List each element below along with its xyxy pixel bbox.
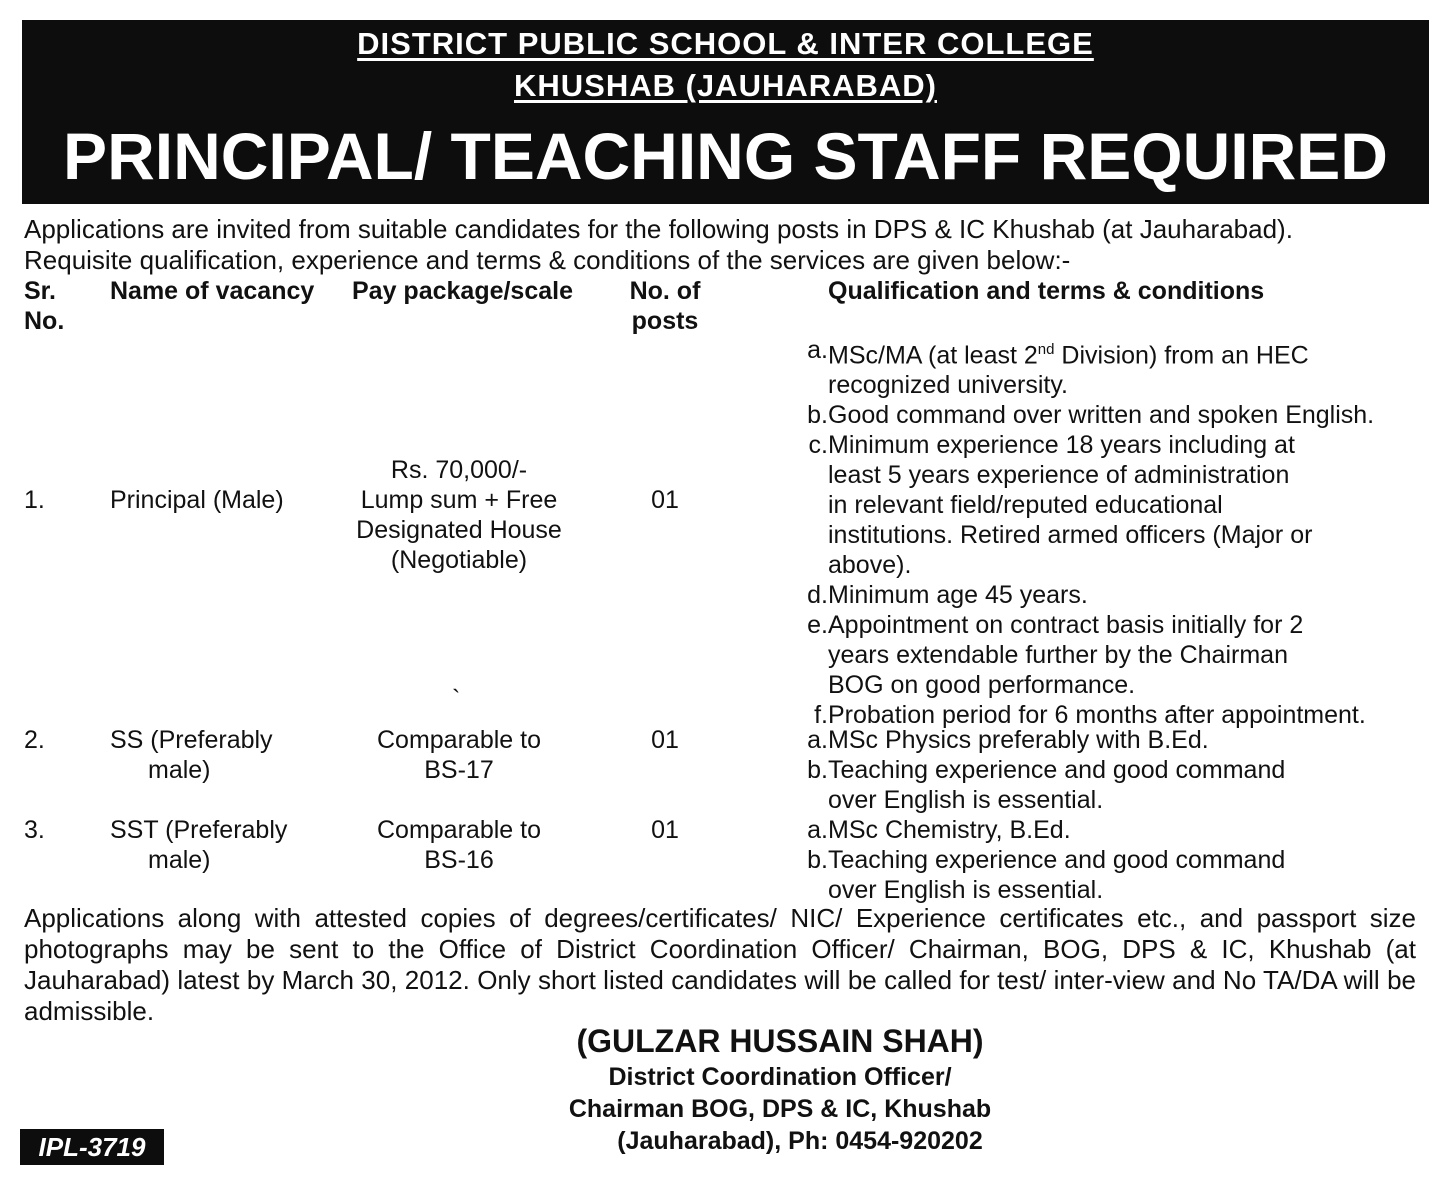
row-1-sr: 1.	[24, 486, 45, 514]
header-sr: Sr. No.	[24, 277, 65, 335]
condition-item: a. MSc/MA (at least 2nd Division) from an HEC recognized university.	[807, 336, 1309, 400]
intro-text	[24, 214, 1424, 276]
row-2-vacancy: SS (Preferably male)	[110, 726, 273, 784]
stray-mark: `	[452, 685, 461, 713]
header-vacancy: Name of vacancy	[110, 277, 315, 305]
row-1-posts: 01	[651, 486, 679, 514]
header-pay: Pay package/scale	[352, 277, 573, 305]
intro-line-2: Requisite qualification, experience and terms & conditions of the services are given below:-	[24, 245, 1071, 275]
signatory-org: Chairman BOG, DPS & IC, Khushab	[568, 1095, 992, 1123]
ad-title: PRINCIPAL/ TEACHING STAFF REQUIRED	[63, 119, 1388, 193]
row-2-pay: Comparable to BS-17	[377, 726, 541, 784]
intro-line-1: Applications are invited from suitable candidates for the following posts in DPS & IC Khushab (at Jauharabad).	[24, 214, 1293, 244]
row-1-conditions	[786, 335, 1386, 730]
application-instructions: Applications along with attested copies of degrees/certificates/ NIC/ Experience certificates etc., and passport size photographs may be sent to the Office of District Coordination Officer/ Chairman, BOG, DPS & IC, Khushab (at Jauharabad) latest by March 30, 2012. Only short listed candidates will be called for test/ inter-view and No TA/DA will be admissible.	[24, 903, 1416, 1026]
row-3-vacancy: SST (Preferably male)	[110, 816, 288, 874]
condition-item: d. Minimum age 45 years.	[807, 581, 1088, 610]
school-location: KHUSHAB (JAUHARABAD)	[514, 68, 937, 103]
condition-item: b. Good command over written and spoken English.	[807, 401, 1375, 430]
row-1-vacancy: Principal (Male)	[110, 486, 284, 514]
condition-item: a. MSc Chemistry, B.Ed.	[807, 816, 1071, 844]
condition-item: b. Teaching experience and good command over English is essential.	[807, 756, 1286, 814]
row-3-posts: 01	[651, 816, 679, 844]
row-1-pay: Rs. 70,000/- Lump sum + Free Designated House (Negotiable)	[356, 456, 562, 574]
condition-item: f. Probation period for 6 months after appointment.	[814, 701, 1366, 730]
condition-item: e. Appointment on contract basis initially for 2 years extendable further by the Chairman BOG on good performance.	[807, 611, 1304, 700]
condition-item: b. Teaching experience and good command over English is essential.	[807, 846, 1286, 904]
row-2-sr: 2.	[24, 726, 45, 754]
header-banner	[22, 20, 1429, 204]
signatory-title: District Coordination Officer/	[608, 1063, 952, 1091]
header-qualification: Qualification and terms & conditions	[828, 277, 1265, 305]
header-posts: No. of posts	[629, 277, 701, 335]
signatory-contact: (Jauharabad), Ph: 0454-920202	[617, 1127, 983, 1155]
row-3-sr: 3.	[24, 816, 45, 844]
reference-tag: IPL-3719	[20, 1129, 164, 1165]
school-name: DISTRICT PUBLIC SCHOOL & INTER COLLEGE	[357, 26, 1094, 61]
row-2-posts: 01	[651, 726, 679, 754]
row-3-conditions	[786, 815, 1386, 905]
signatory-name: (GULZAR HUSSAIN SHAH)	[576, 1023, 984, 1059]
row-3-pay: Comparable to BS-16	[377, 816, 541, 874]
condition-item: a. MSc Physics preferably with B.Ed.	[807, 726, 1209, 754]
row-2-conditions	[786, 725, 1386, 815]
condition-item: c. Minimum experience 18 years including at least 5 years experience of administration in relevant field/reputed educational institutions. Retired armed officers (Major or above).	[808, 431, 1313, 580]
